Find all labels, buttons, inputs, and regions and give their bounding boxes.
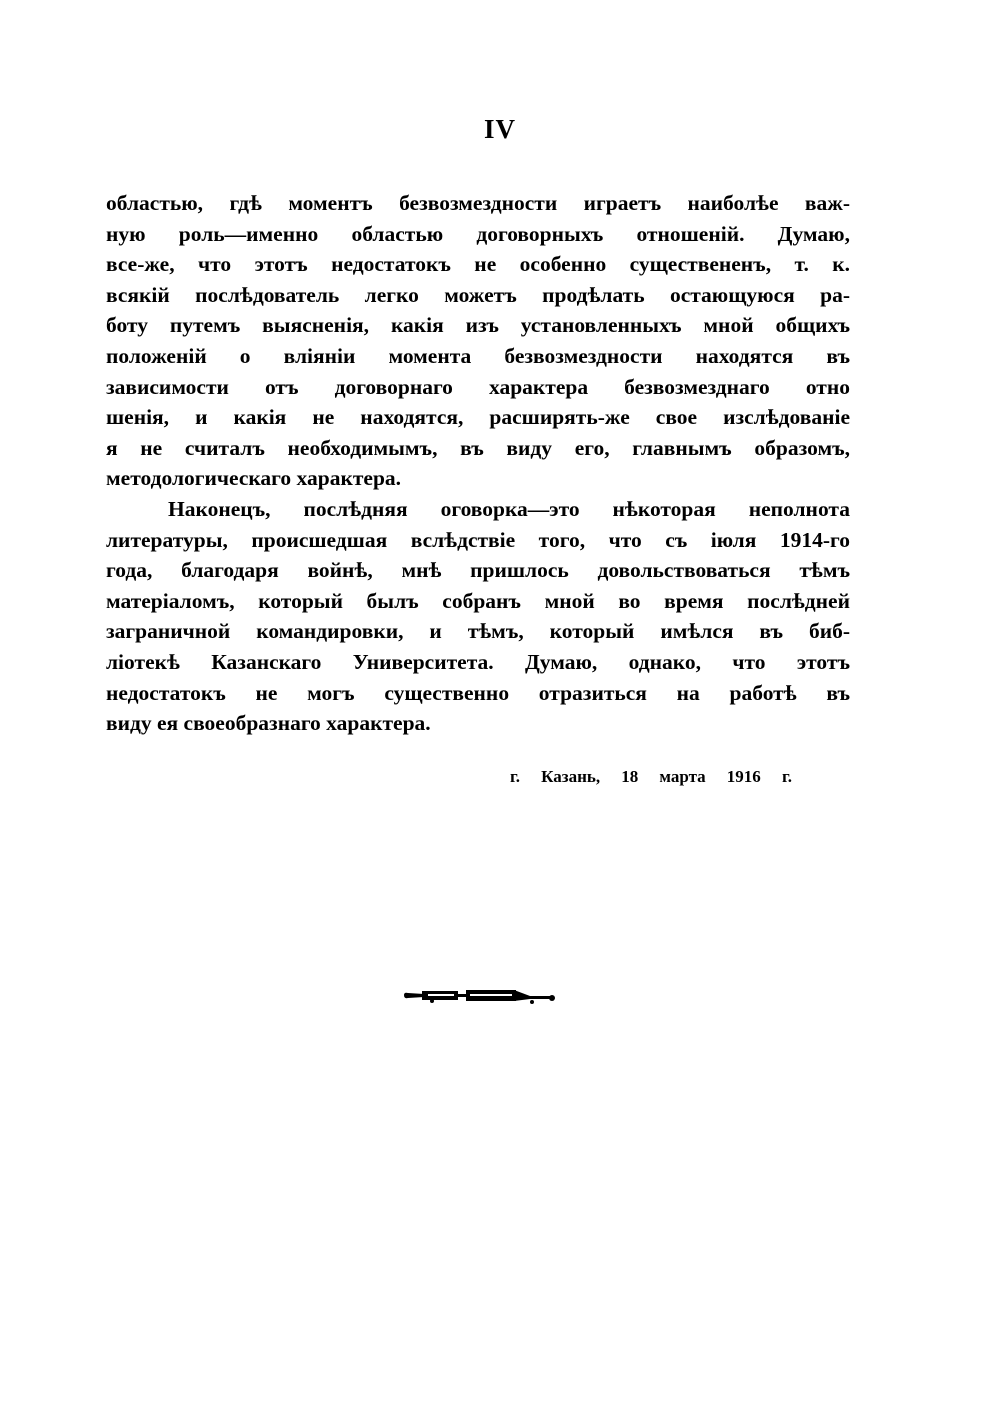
text-line: все-же, что этотъ недостатокъ не особенно существененъ, т. к.: [106, 252, 850, 277]
text-line: областью, гдѣ моментъ безвозмездности играетъ наиболѣе важ-: [106, 191, 850, 215]
text-line: боту путемъ выясненія, какія изъ установленныхъ мной общихъ: [106, 313, 850, 338]
body-text: [106, 188, 850, 739]
text-line: зависимости отъ договорнаго характера безвозмезднаго отно: [106, 374, 850, 399]
text-line: виду ея своеобразнаго характера.: [106, 711, 431, 736]
text-line: методологическаго характера.: [106, 466, 402, 491]
page-number: IV: [483, 114, 516, 144]
text-line: литературы, происшедшая вслѣдствіе того, что съ іюля 1914-го: [106, 527, 850, 552]
text-line: всякій послѣдователь легко можетъ продѣлать остающуюся ра-: [106, 282, 850, 307]
text-line: шенія, и какія не находятся, расширять-же свое изслѣдованіе: [106, 405, 850, 430]
paragraph-2: [106, 494, 850, 739]
text-line: ліотекѣ Казанскаго Университета. Думаю, однако, что этотъ: [106, 649, 850, 674]
text-line: заграничной командировки, и тѣмъ, который имѣлся въ биб-: [106, 619, 850, 644]
decorative-rule-icon: [402, 986, 558, 1006]
text-line: матеріаломъ, который былъ собранъ мной во время послѣдней: [106, 588, 850, 613]
paragraph-1: [106, 188, 850, 494]
text-line: Наконецъ, послѣдняя оговорка—это нѣкоторая неполнота: [168, 496, 850, 521]
text-line: недостатокъ не могъ существенно отразиться на работѣ въ: [106, 680, 850, 705]
place-date-signature: г. Казань, 18 марта 1916 г.: [510, 767, 792, 786]
text-line: ную роль—именно областью договорныхъ отношеній. Думаю,: [106, 221, 850, 246]
text-line: положеній о вліяніи момента безвозмездности находятся въ: [106, 343, 850, 368]
text-line: я не считалъ необходимымъ, въ виду его, главнымъ образомъ,: [106, 435, 850, 460]
text-line: года, благодаря войнѣ, мнѣ пришлось довольствоваться тѣмъ: [106, 558, 850, 583]
